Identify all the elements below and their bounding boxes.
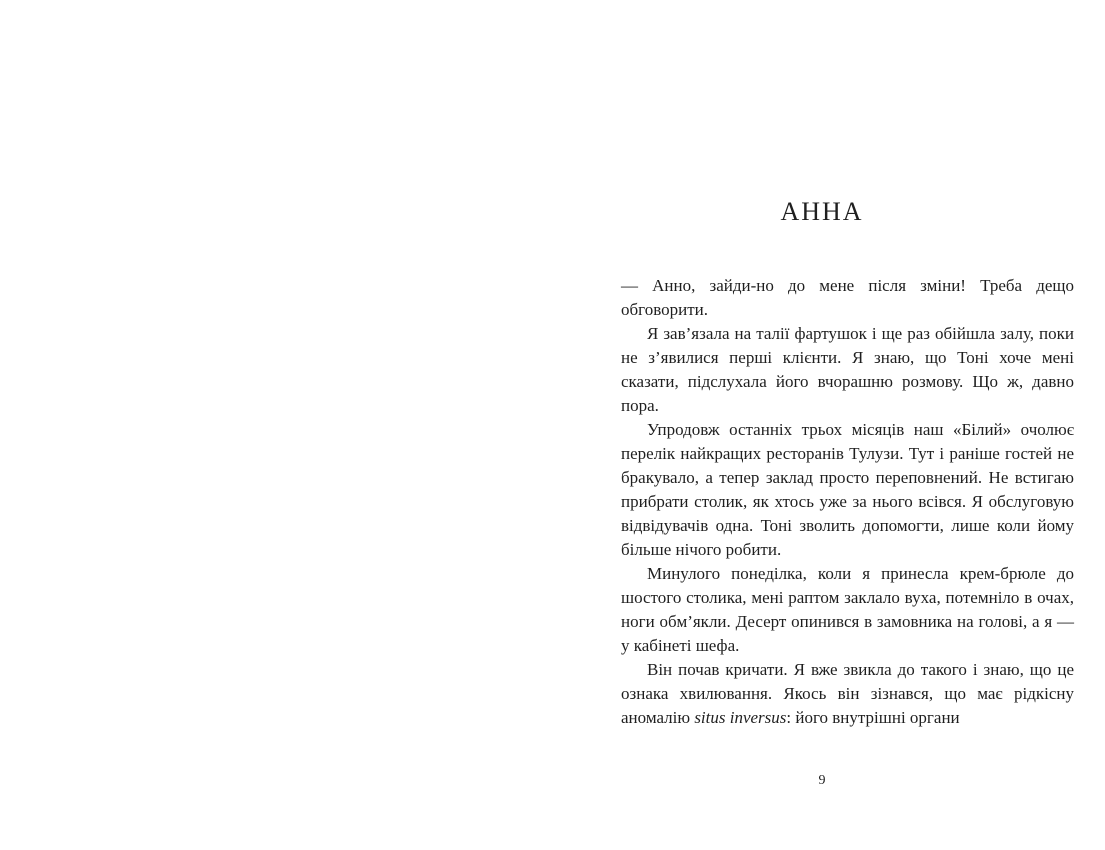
paragraph-3: Упродовж останніх трьох місяців наш «Білий» очолює перелік найкращих ресторанів Тулузи. Тут і раніше гостей не бракувало, а тепер заклад просто переповнений. Не встигаю прибрати столик, як хтось уже за нього всівся. Я обслуговую відвідувачів одна. Тоні зволить допомогти, лише коли йому більше нічого робити. (621, 420, 1074, 559)
paragraph-1: — Анно, зайди-но до мене після зміни! Треба дещо обговорити. (621, 276, 1074, 319)
paragraph-2: Я зав’язала на талії фартушок і ще раз обійшла залу, поки не з’явилися перші клієнти. Я знаю, що Тоні хоче мені сказати, підслухала його вчорашню розмову. Що ж, давно пора. (621, 324, 1074, 415)
body-text (621, 274, 1074, 730)
chapter-title: АННА (780, 197, 864, 226)
paragraph-5-italic-term: situs inversus (694, 708, 787, 727)
page-number: 9 (818, 773, 826, 788)
left-page (0, 0, 552, 850)
paragraph-5-start: Він почав кричати. Я вже звикла до такого і знаю, що це ознака хвилювання. Якось він зізнався, що має рідкісну аномалію (621, 660, 1074, 727)
right-page (552, 0, 1105, 850)
paragraph-5-end: : його внутрішні органи (786, 708, 960, 727)
paragraph-4: Минулого понеділка, коли я принесла крем-брюле до шостого столика, мені раптом заклало вуха, потемніло в очах, ноги обм’якли. Десерт опинився в замовника на голові, а я — у кабінеті шефа. (621, 564, 1074, 655)
paragraph-5 (621, 658, 1074, 730)
